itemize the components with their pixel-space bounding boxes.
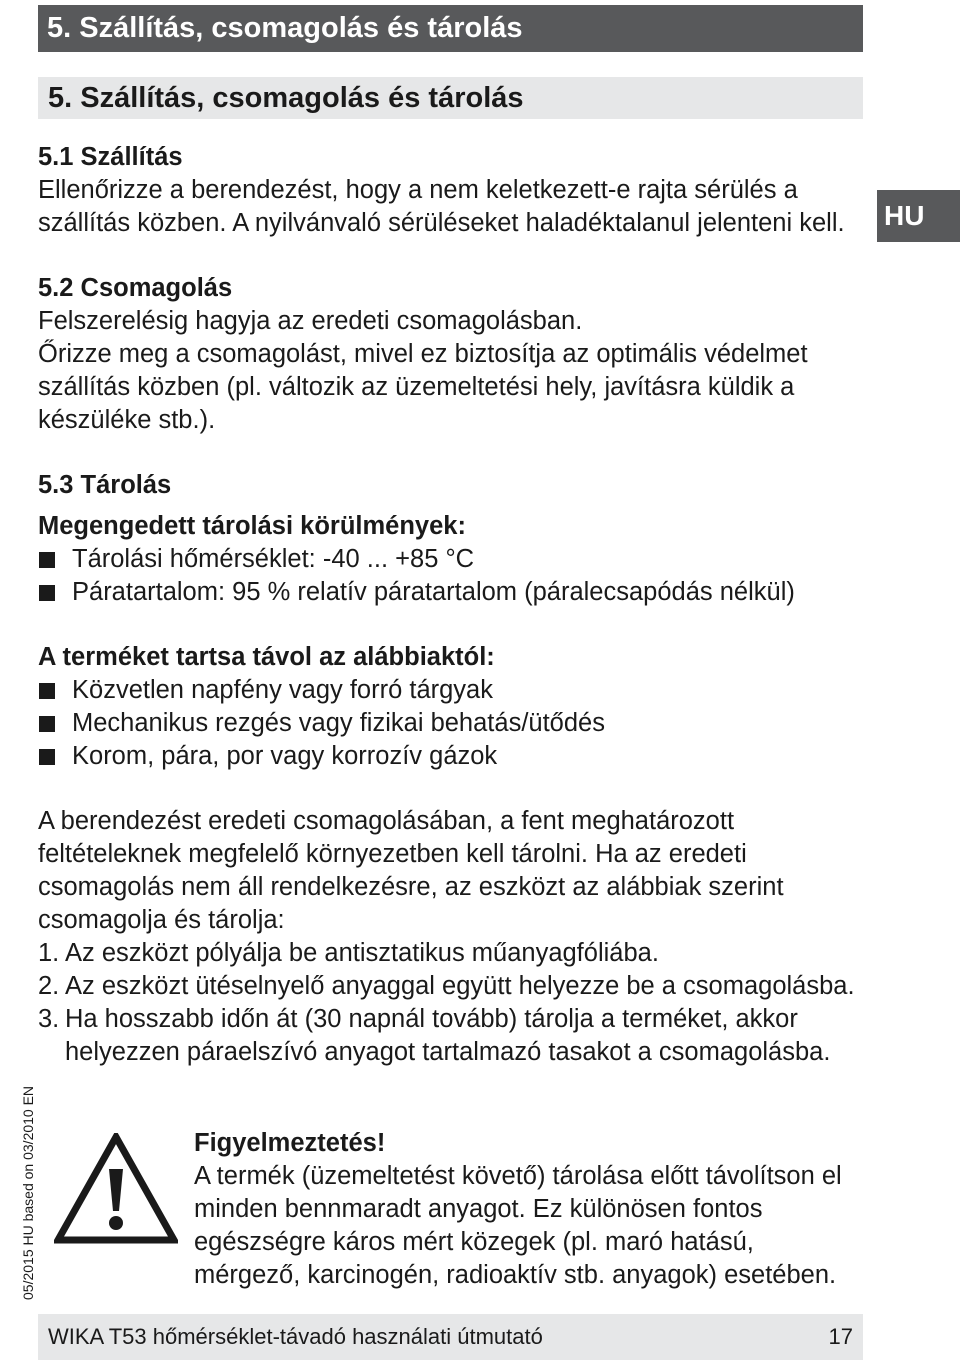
step-text: Az eszközt ütéselnyelő anyaggal együtt helyezze be a csomagolásba. bbox=[65, 972, 855, 1000]
step-text: Az eszközt pólyálja be antisztatikus műanyagfóliába. bbox=[65, 939, 659, 967]
heading-5-1: 5.1 Szállítás bbox=[38, 143, 183, 171]
page-number: 17 bbox=[828, 1324, 853, 1349]
storage-steps bbox=[38, 937, 866, 1069]
list-item: Korom, pára, por vagy korrozív gázok bbox=[38, 740, 866, 773]
warning-block bbox=[38, 1127, 866, 1292]
page-footer bbox=[38, 1314, 863, 1360]
warning-text-block bbox=[194, 1127, 866, 1292]
warning-triangle-icon bbox=[54, 1133, 178, 1244]
avoid-list bbox=[38, 674, 866, 773]
list-item: Páratartalom: 95 % relatív páratartalom (páralecsapódás nélkül) bbox=[38, 576, 866, 609]
list-item bbox=[38, 937, 866, 970]
list-item bbox=[38, 970, 866, 1003]
step-number: 2. bbox=[38, 972, 60, 1000]
list-item: Tárolási hőmérséklet: -40 ... +85 °C bbox=[38, 543, 866, 576]
conditions-heading: Megengedett tárolási körülmények: bbox=[38, 512, 466, 540]
avoid-heading: A terméket tartsa távol az alábbiaktól: bbox=[38, 643, 495, 671]
main-content bbox=[38, 141, 866, 1069]
footer-title: WIKA T53 hőmérséklet-távadó használati útmutató bbox=[48, 1324, 543, 1349]
step-text: Ha hosszabb időn át (30 napnál tovább) tárolja a terméket, akkor helyezzen páraelszívó anyagot tartalmazó tasakot a csomagolásba. bbox=[65, 1005, 831, 1066]
heading-5-3: 5.3 Tárolás bbox=[38, 471, 172, 499]
conditions-list bbox=[38, 543, 866, 609]
list-item: Közvetlen napfény vagy forró tárgyak bbox=[38, 674, 866, 707]
chapter-title: 5. Szállítás, csomagolás és tárolás bbox=[38, 5, 863, 52]
warning-text: A termék (üzemeltetést követő) tárolása előtt távolítson el minden bennmaradt anyagot. Ez különösen fontos egészségre káros mért közegek (pl. maró hatású, mérgező, karcinogén, radioaktív stb. anyagok) esetében. bbox=[194, 1162, 842, 1289]
revision-note: 05/2015 HU based on 03/2010 EN bbox=[20, 1085, 36, 1300]
packaging-line-1: Felszerelésig hagyja az eredeti csomagolásban. bbox=[38, 307, 583, 335]
packaging-line-2: Őrizze meg a csomagolást, mivel ez biztosítja az optimális védelmet szállítás közben (pl. változik az üzemeltetési hely, javításra küldik a készüléke stb.). bbox=[38, 340, 808, 434]
language-tab: HU bbox=[877, 190, 960, 242]
step-number: 1. bbox=[38, 939, 60, 967]
warning-title: Figyelmeztetés! bbox=[194, 1129, 386, 1157]
section-title: 5. Szállítás, csomagolás és tárolás bbox=[38, 77, 863, 119]
list-item bbox=[38, 1003, 866, 1069]
heading-5-2: 5.2 Csomagolás bbox=[38, 274, 233, 302]
list-item: Mechanikus rezgés vagy fizikai behatás/ütődés bbox=[38, 707, 866, 740]
storage-paragraph: A berendezést eredeti csomagolásában, a fent meghatározott feltételeknek megfelelő környezetben kell tárolni. Ha az eredeti csomagolás nem áll rendelkezésre, az eszközt az alábbiak szerint csomagolja és tárolja: bbox=[38, 807, 784, 934]
step-number: 3. bbox=[38, 1005, 60, 1033]
transport-text: Ellenőrizze a berendezést, hogy a nem keletkezett-e rajta sérülés a szállítás közben. A nyilvánvaló sérüléseket haladéktalanul jelenteni kell. bbox=[38, 176, 845, 237]
